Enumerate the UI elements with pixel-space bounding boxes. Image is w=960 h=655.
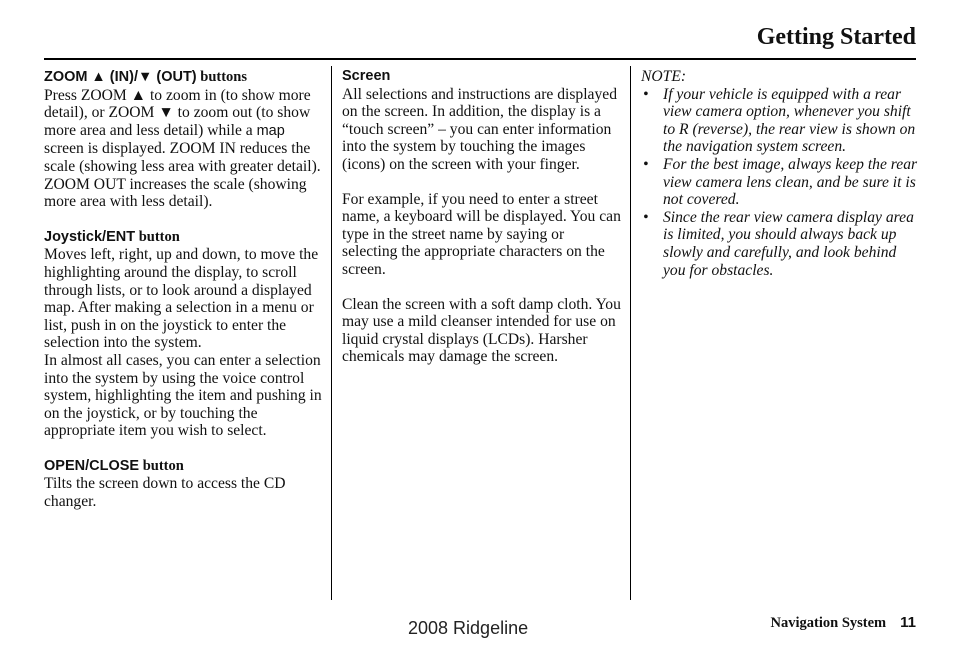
openclose-heading-name: OPEN/CLOSE (44, 457, 140, 474)
bullet-icon: • (643, 155, 649, 173)
page-footer (771, 614, 916, 632)
zoom-heading-zoom: ZOOM (44, 69, 88, 85)
footer-label: Navigation System (770, 615, 887, 631)
joystick-paragraph-2: In almost all cases, you can enter a selection into the system by using the voice control system, highlighting the item and pushing in on the joystick, or by touching the appropriate item you wish to select. (44, 351, 322, 440)
column-divider-1 (331, 66, 332, 600)
zoom-text-1: Press ZOOM (44, 86, 131, 104)
page-header-title: Getting Started (756, 24, 916, 50)
openclose-heading-suffix: button (139, 457, 184, 474)
zoom-heading (44, 68, 322, 87)
joystick-heading (44, 228, 322, 247)
joystick-heading-name: Joystick/ENT (44, 228, 136, 245)
zoom-heading-suffix: buttons (196, 69, 248, 85)
joystick-paragraph-1: Moves left, right, up and down, to move the highlighting around the display, to scroll through lists, or to look around a displayed map. After making a selection in a menu or list, push in on the joystick to enter the selection into the system. (44, 246, 319, 352)
note-item (641, 86, 921, 156)
zoom-description (44, 87, 322, 211)
bullet-icon: • (643, 208, 649, 226)
column-screen (342, 68, 622, 366)
header-rule (44, 58, 916, 60)
watermark: 2008 Ridgeline (408, 618, 529, 638)
column-controls (44, 68, 322, 511)
zoom-up-icon-inline: ▲ (130, 86, 147, 104)
column-notes (641, 68, 921, 279)
openclose-heading (44, 457, 322, 476)
zoom-down-icon: ▼ (137, 69, 153, 85)
note-text: For the best image, always keep the rear view camera lens clean, and be sure it is not covered. (663, 155, 918, 209)
zoom-text-2: to zoom in (to show more detail), or ZOOM (44, 86, 311, 122)
note-label: NOTE: (641, 68, 687, 85)
screen-paragraph-2: For example, if you need to enter a street name, a keyboard will be displayed. You can type in the street name by saying or selecting the appropriate characters on the screen. (342, 190, 621, 278)
note-item (641, 156, 921, 209)
screen-heading: Screen (342, 68, 391, 84)
zoom-heading-in: (IN)/ (105, 69, 138, 85)
screen-paragraph-1: All selections and instructions are displayed on the screen. In addition, the display is a “touch screen” – you can enter information into the system by touching the images (icons) on the screen with your finger. (342, 85, 617, 173)
bullet-icon: • (643, 85, 649, 103)
zoom-up-icon: ▲ (91, 69, 106, 85)
note-text: Since the rear view camera display area is limited, you should always back up slowly and carefully, and look behind you for obstacles. (663, 208, 914, 279)
joystick-heading-suffix: button (135, 228, 180, 245)
screen-paragraph-3: Clean the screen with a soft damp cloth. You may use a mild cleanser intended for use on liquid crystal displays (LCDs). Harsher chemicals may damage the screen. (342, 295, 621, 366)
page-number: 11 (900, 614, 916, 631)
zoom-text-3: to zoom out (to show more area and less detail) while a (44, 104, 311, 139)
column-divider-2 (630, 66, 631, 600)
zoom-text-4: screen is displayed. ZOOM IN reduces the scale (showing less area with greater detail). ZOOM OUT increases the scale (showing more area with less detail). (44, 140, 321, 211)
note-text: If your vehicle is equipped with a rear view camera option, whenever you shift to R (reverse), the rear view is shown on the navigation system screen. (663, 85, 916, 156)
zoom-down-icon-inline: ▼ (158, 104, 174, 122)
map-term: map (256, 122, 285, 139)
note-list (641, 86, 921, 280)
openclose-description: Tilts the screen down to access the CD changer. (44, 475, 286, 511)
note-item (641, 209, 921, 279)
zoom-heading-out: (OUT) (152, 69, 197, 85)
